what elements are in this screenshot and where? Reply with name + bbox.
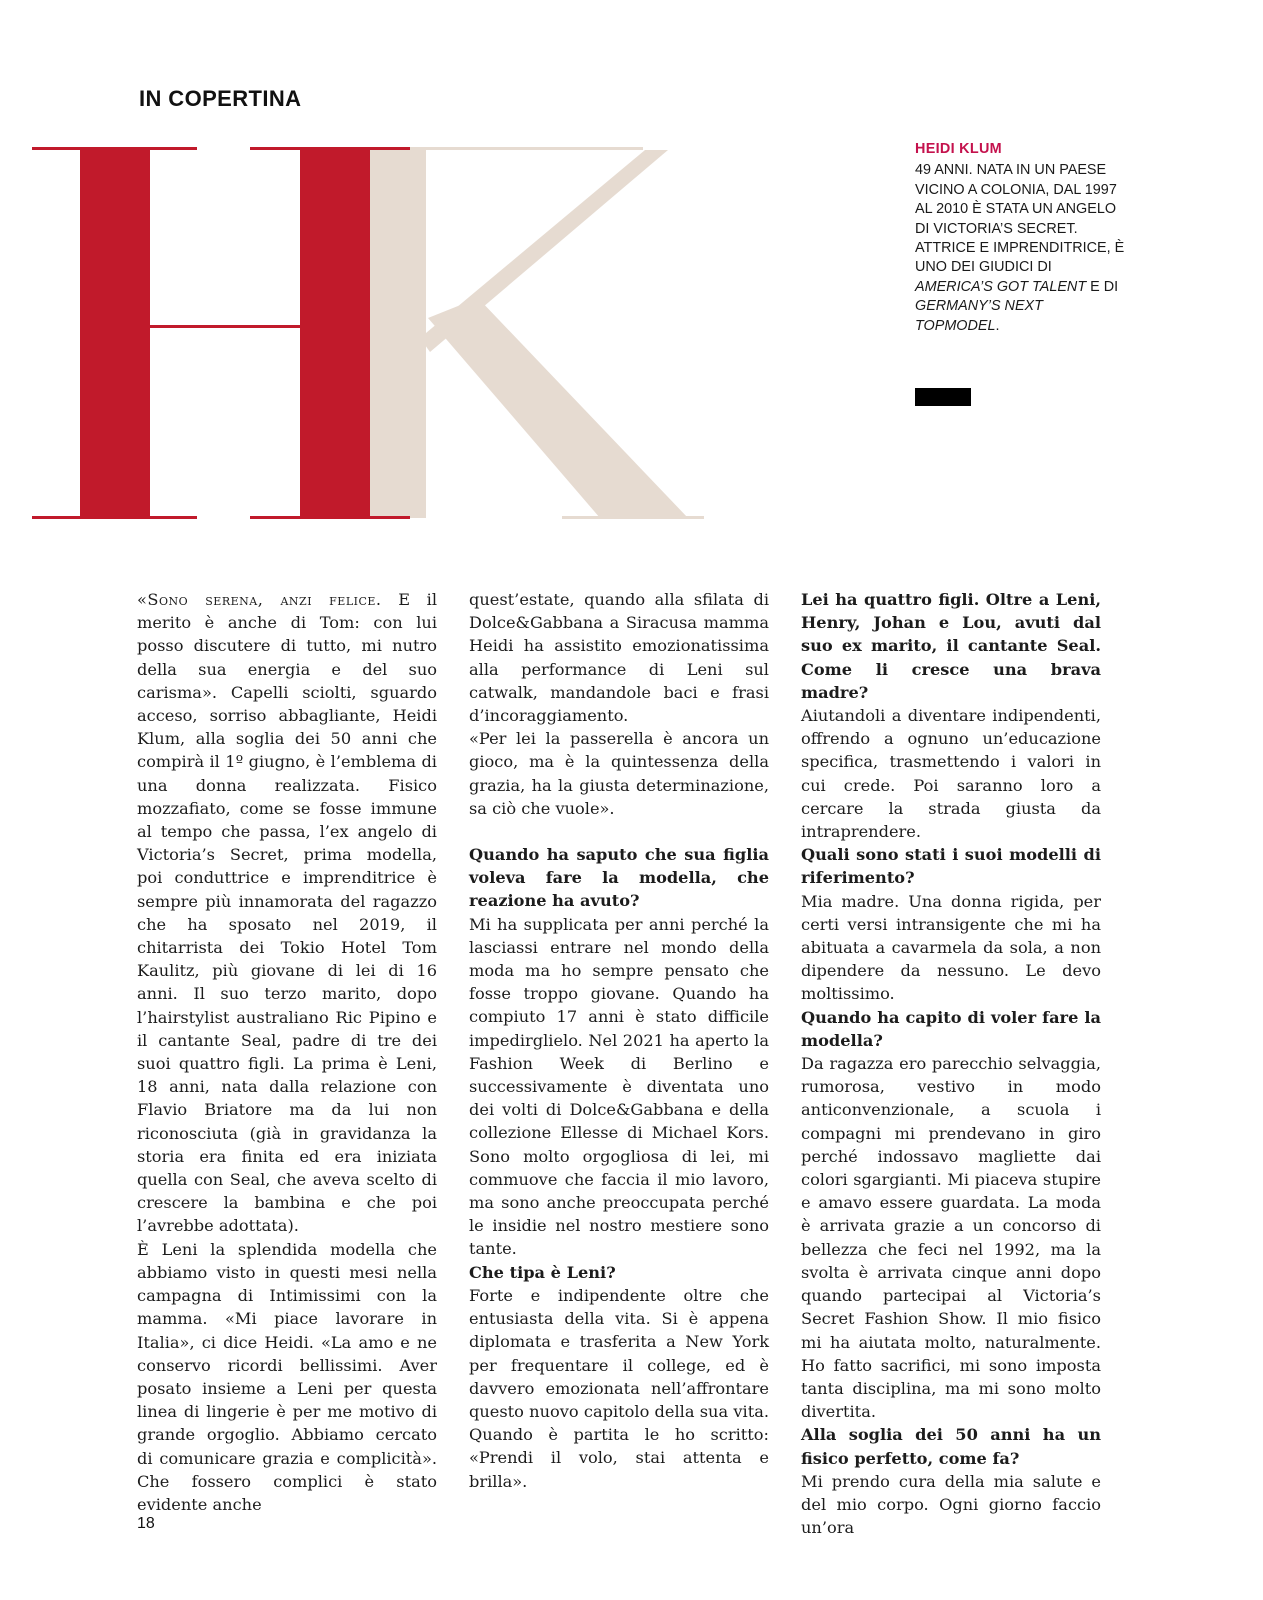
interview-answer: Mi ha supplicata per anni perché la lasciassi entrare nel mondo della moda ma ho sempre pensato che fosse troppo giovane. Quando ha compiuto 17 anni è stato difficile impedirglielo. Nel 2021 ha aperto la Fashion Week di Berlino e successivamente è diventata uno dei volti di Dolce&Gabbana e della collezione Ellesse di Michael Kors. Sono molto orgogliosa di lei, mi commuove che faccia il mio lavoro, ma sono anche preoccupata perché le insidie nel nostro mestiere sono tante.: [469, 914, 769, 1259]
section-label: IN COPERTINA: [139, 86, 302, 111]
monogram-letter-k: [358, 147, 704, 519]
hk-monogram: [0, 0, 720, 560]
lead-in: «Sono serena, anzi felice.: [137, 590, 382, 609]
interview-question: Quando ha saputo che sua figlia voleva fare la modella, che reazione ha avuto?: [469, 845, 769, 911]
interview-question: Lei ha quattro figli. Oltre a Leni, Henry, Johan e Lou, avuti dal suo ex marito, il cantante Seal. Come li cresce una brava madre?: [801, 590, 1101, 702]
show-title-1: AMERICA’S GOT TALENT: [915, 278, 1087, 295]
interview-answer: Mi prendo cura della mia salute e del mio corpo. Ogni giorno faccio un’ora: [801, 1471, 1101, 1538]
interview-question: Quando ha capito di voler fare la modella?: [801, 1007, 1101, 1050]
paragraph: È Leni la splendida modella che abbiamo visto in questi mesi nella campagna di Intimissimi con la mamma. «Mi piace lavorare in Italia», ci dice Heidi. «La amo e ne conservo ricordi bellissimi. Aver posato insieme a Leni per questa linea di lingerie è per me motivo di grande orgoglio. Abbiamo cercato di comunicare grazia e complicità». Che fossero complici è stato evidente anche: [137, 1239, 437, 1514]
bio-text: 49 ANNI. NATA IN UN PAESE VICINO A COLONIA, DAL 1997 AL 2010 È STATA UN ANGELO DI VICTORIA’S SECRET. ATTRICE E IMPRENDITRICE, È UNO DEI GIUDICI DI: [915, 162, 1125, 276]
article-column-2: [469, 588, 769, 1493]
article-column-3: [801, 588, 1101, 1539]
interview-question: Che tipa è Leni?: [469, 1262, 616, 1282]
paragraph: [137, 588, 437, 1238]
profile-bio: [915, 161, 1125, 336]
bio-connector: E DI: [1086, 278, 1119, 295]
interview-answer: Forte e indipendente oltre che entusiasta della vita. Si è appena diplomata e trasferita a New York per frequentare il college, ed è davvero emozionata nell’affrontare questo nuovo capitolo della sua vita. Quando è partita le ho scritto: «Prendi il volo, stai attenta e brilla».: [469, 1285, 769, 1491]
interview-answer: Da ragazza ero parecchio selvaggia, rumorosa, vestivo in modo anticonvenzionale, a scuola i compagni mi prendevano in giro perché indossavo magliette dai colori sgargianti. Mi piaceva stupire e amavo essere guardata. La moda è arrivata grazie a un concorso di bellezza che feci nel 1992, ma la svolta è arrivata cinque anni dopo quando partecipai al Victoria’s Secret Fashion Show. Il mio fisico mi ha aiutata molto, naturalmente. Ho fatto sacrifici, mi sono imposta tanta disciplina, ma mi sono molto divertita.: [801, 1054, 1101, 1422]
paragraph: quest’estate, quando alla sfilata di Dolce&Gabbana a Siracusa mamma Heidi ha assistito emozionatissima alla performance di Leni sul catwalk, mandandole baci e frasi d’incoraggiamento.: [469, 590, 769, 726]
interview-answer: Mia madre. Una donna rigida, per certi versi intransigente che mi ha abituata a cavarmela da sola, a non dipendere da nessuno. Le devo moltissimo.: [801, 891, 1101, 1004]
sidebar-end-mark: [915, 388, 971, 406]
interview-answer: Aiutandoli a diventare indipendenti, offrendo a ognuno un’educazione specifica, trasmettendo i valori in cui crede. Poi saranno loro a cercare la strada giusta da intraprendere.: [801, 706, 1101, 842]
interview-question: Alla soglia dei 50 anni ha un fisico perfetto, come fa?: [801, 1425, 1101, 1468]
interview-question: Quali sono stati i suoi modelli di riferimento?: [801, 845, 1101, 888]
profile-name: HEIDI KLUM: [915, 141, 1002, 157]
bio-end: .: [995, 317, 1000, 334]
paragraph: «Per lei la passerella è ancora un gioco, ma è la quintessenza della grazia, ha la giusta determinazione, sa ciò che vuole».: [469, 729, 769, 818]
page-number: 18: [137, 1515, 155, 1532]
article-column-1: [137, 588, 437, 1516]
show-title-2: GERMANY’S NEXT TOPMODEL: [915, 298, 1043, 334]
paragraph-text: E il merito è anche di Tom: con lui posso discutere di tutto, mi nutro della sua energia e del suo carisma». Capelli sciolti, sguardo acceso, sorriso abbagliante, Heidi Klum, alla soglia dei 50 anni che compirà il 1º giugno, è l’emblema di una donna realizzata. Fisico mozzafiato, come se fosse immune al tempo che passa, l’ex angelo di Victoria’s Secret, prima modella, poi conduttrice e imprenditrice è sempre più innamorata del ragazzo che ha sposato nel 2019, il chitarrista dei Tokio Hotel Tom Kaulitz, più giovane di lei di 16 anni. Il suo terzo marito, dopo l’hairstylist australiano Ric Pipino e il cantante Seal, padre di tre dei suoi quattro figli. La prima è Leni, 18 anni, nata dalla relazione con Flavio Briatore ma da lui non riconosciuta (già in gravidanza la storia era finita ed era iniziata quella con Seal, che aveva scelto di crescere la bambina e che poi l’avrebbe adottata).: [137, 590, 437, 1236]
profile-sidebar: [915, 140, 1125, 336]
monogram-letter-h: [32, 147, 410, 519]
